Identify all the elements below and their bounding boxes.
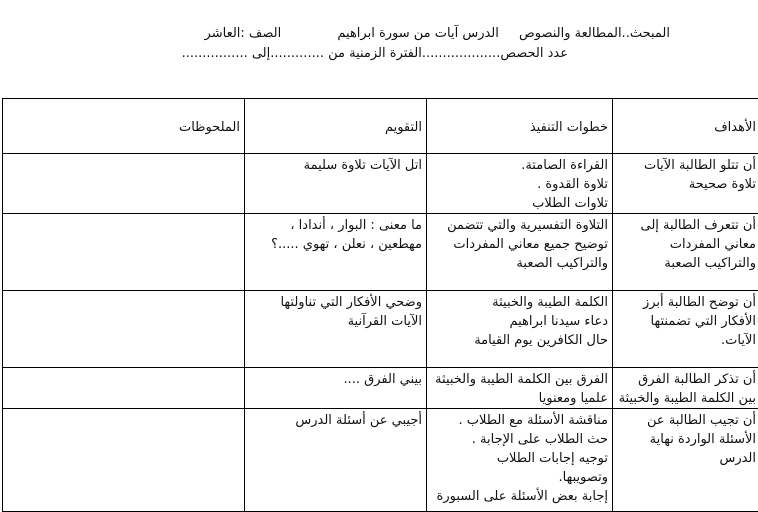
steps-line: الفرق بين الكلمة الطيبة والخبيثة — [431, 370, 608, 389]
cell-notes — [3, 214, 245, 291]
lesson-plan-table — [2, 98, 758, 512]
goals-line: تلاوة صحيحة — [617, 175, 756, 194]
goals-line: أن توضح الطالبة أبرز — [617, 293, 756, 312]
header-notes: الملحوظات — [3, 99, 245, 154]
cell-steps — [427, 154, 613, 214]
goals-line: الأفكار التي تضمنتها — [617, 312, 756, 331]
cell-goals — [613, 154, 758, 214]
header-evaluation: التقويم — [245, 99, 427, 154]
cell-evaluation — [245, 368, 427, 409]
cell-evaluation — [245, 154, 427, 214]
cell-evaluation — [245, 291, 427, 368]
steps-line: حث الطلاب على الإجابة . — [431, 430, 608, 449]
evaluation-line: اتل الآيات تلاوة سليمة — [249, 156, 422, 175]
goals-line: معاني المفردات — [617, 235, 756, 254]
goals-line: بين الكلمة الطيبة والخبيثة — [617, 389, 756, 408]
steps-line: تلاوة القدوة . — [431, 175, 608, 194]
steps-line: توضيح جميع معاني المفردات — [431, 235, 608, 254]
cell-goals — [613, 214, 758, 291]
period-label: الفترة الزمنية من .............إلى ................ — [182, 46, 422, 61]
cell-notes — [3, 409, 245, 512]
steps-line: والتراكيب الصعبة — [431, 254, 608, 273]
steps-line: مناقشة الأسئلة مع الطلاب . — [431, 411, 608, 430]
cell-steps — [427, 291, 613, 368]
cell-notes — [3, 154, 245, 214]
steps-line: القراءة الصامتة. — [431, 156, 608, 175]
evaluation-line: أجيبي عن أسئلة الدرس — [249, 411, 422, 430]
steps-line: إجابة بعض الأسئلة على السبورة — [431, 487, 608, 506]
cell-steps — [427, 368, 613, 409]
header-line-2 — [182, 46, 568, 61]
evaluation-line: مهطعين ، نعلن ، تهوي .....؟ — [249, 235, 422, 254]
cell-steps — [427, 214, 613, 291]
subject-label: المبحث..المطالعة والنصوص — [519, 26, 670, 41]
goals-line: والتراكيب الصعبة — [617, 254, 756, 273]
cell-steps — [427, 409, 613, 512]
steps-line: علميا ومعنويا — [431, 389, 608, 408]
evaluation-line: بيني الفرق .... — [249, 370, 422, 389]
goals-line: الآيات. — [617, 331, 756, 350]
evaluation-line: ما معنى : البوار ، أندادا ، — [249, 216, 422, 235]
steps-line: الكلمة الطيبة والخبيثة — [431, 293, 608, 312]
cell-goals — [613, 409, 758, 512]
goals-line: الأسئلة الواردة نهاية — [617, 430, 756, 449]
table-row — [3, 409, 758, 512]
steps-line: دعاء سيدنا ابراهيم — [431, 312, 608, 331]
evaluation-line: وضحي الأفكار التي تناولتها — [249, 293, 422, 312]
goals-line: أن تتلو الطالبة الآيات — [617, 156, 756, 175]
cell-goals — [613, 368, 758, 409]
goals-line: الدرس — [617, 449, 756, 468]
goals-line: أن تجيب الطالبة عن — [617, 411, 756, 430]
cell-evaluation — [245, 214, 427, 291]
evaluation-line: الآيات القرآنية — [249, 312, 422, 331]
table-header-row — [3, 99, 758, 154]
sessions-label: عدد الحصص................... — [422, 46, 568, 61]
table-row — [3, 154, 758, 214]
header-goals: الأهداف — [613, 99, 758, 154]
lesson-label: الدرس آيات من سورة ابراهيم — [337, 26, 499, 41]
steps-line: التلاوة التفسيرية والتي تتضمن — [431, 216, 608, 235]
table-row — [3, 291, 758, 368]
header-line-1 — [205, 26, 670, 41]
goals-line: أن تتعرف الطالبة إلى — [617, 216, 756, 235]
header-steps: خطوات التنفيذ — [427, 99, 613, 154]
cell-evaluation — [245, 409, 427, 512]
table-row — [3, 214, 758, 291]
cell-goals — [613, 291, 758, 368]
table-body — [3, 154, 758, 512]
grade-label: الصف :العاشر — [205, 26, 282, 41]
steps-line: تلاوات الطلاب — [431, 194, 608, 213]
cell-notes — [3, 368, 245, 409]
steps-line: حال الكافرين يوم القيامة — [431, 331, 608, 350]
steps-line: توجيه إجابات الطلاب — [431, 449, 608, 468]
steps-line: وتصويبها. — [431, 468, 608, 487]
cell-notes — [3, 291, 245, 368]
table-row — [3, 368, 758, 409]
goals-line: أن تذكر الطالبة الفرق — [617, 370, 756, 389]
